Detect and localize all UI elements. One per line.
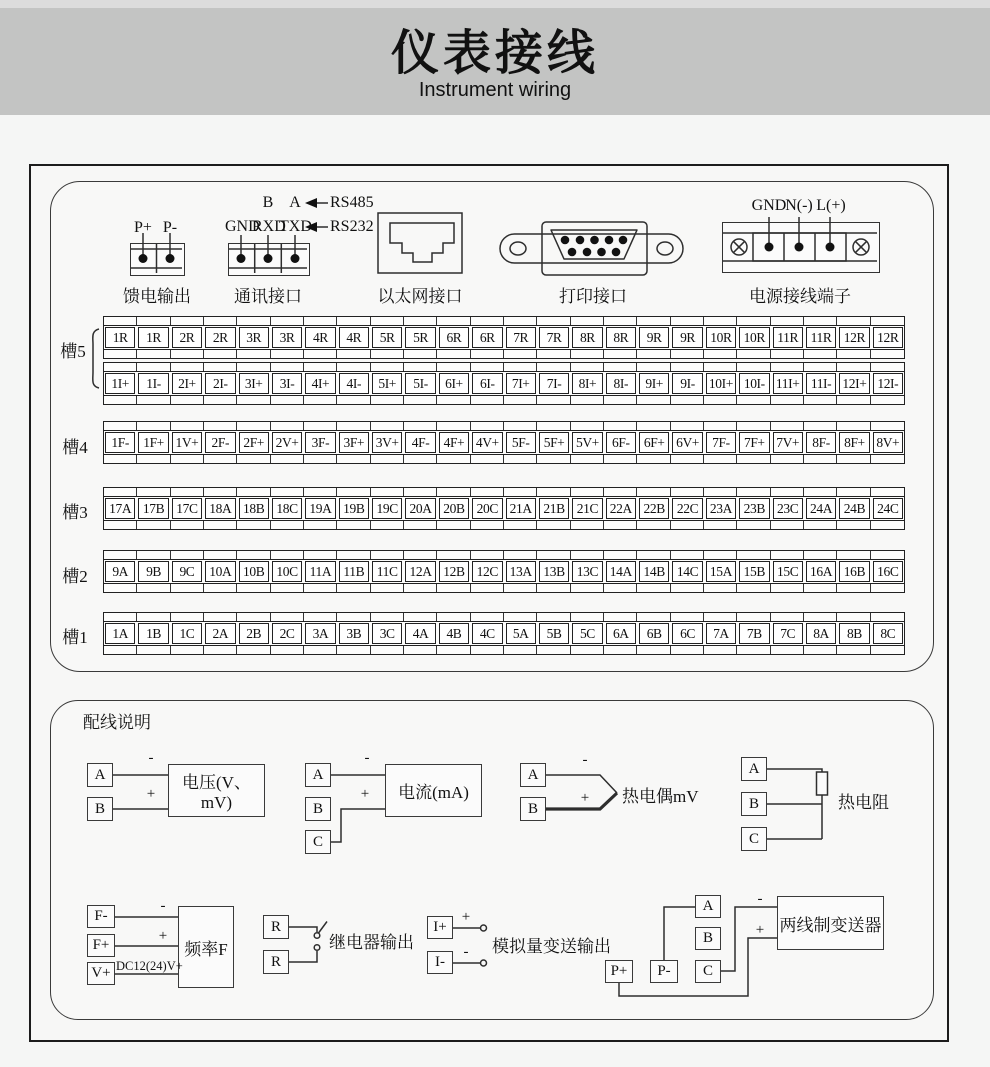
plus-sign: + — [755, 922, 765, 938]
terminal-cell: 22A — [606, 498, 636, 519]
terminal-cell: 7F- — [706, 432, 736, 453]
terminal-cell: 10R — [739, 327, 769, 348]
terminal-cell: 10R — [706, 327, 736, 348]
comm-caption: 通讯接口 — [234, 287, 302, 306]
terminal-cell: 11A — [305, 561, 335, 582]
terminal-cell: 2V+ — [272, 432, 302, 453]
terminal-cell: 13C — [572, 561, 602, 582]
terminal-cell: 8R — [572, 327, 602, 348]
terminal-cell: 4R — [305, 327, 335, 348]
terminal-cell: 1F- — [105, 432, 135, 453]
terminal-box: A — [520, 763, 546, 787]
terminal-cell: 6R — [472, 327, 502, 348]
terminal-box: A — [87, 763, 113, 787]
terminal-cell: 3C — [372, 623, 402, 644]
db9-connector-icon — [500, 222, 683, 275]
terminal-box: R — [263, 950, 289, 974]
feed-pin-label: P+ — [134, 219, 152, 236]
terminal-box: P- — [650, 960, 678, 983]
terminal-cell: 10C — [272, 561, 302, 582]
terminal-cell: 14B — [639, 561, 669, 582]
terminal-cell: 19C — [372, 498, 402, 519]
terminal-cell: 24B — [839, 498, 869, 519]
terminal-cell: 7R — [506, 327, 536, 348]
terminal-cell: 7I+ — [506, 373, 536, 394]
terminal-cell: 11B — [339, 561, 369, 582]
terminal-cell: 8I- — [606, 373, 636, 394]
current-box: 电流(mA) — [385, 764, 482, 817]
terminal-box: B — [520, 797, 546, 821]
minus-sign: - — [757, 891, 763, 907]
terminal-cell: 6F+ — [639, 432, 669, 453]
terminal-cell: 20B — [439, 498, 469, 519]
terminal-cell: 6B — [639, 623, 669, 644]
terminal-cell: 5V+ — [572, 432, 602, 453]
terminal-cell: 5F- — [506, 432, 536, 453]
terminal-cell: 2F- — [205, 432, 235, 453]
power-pin-label: L(+) — [816, 197, 846, 214]
terminal-cell: 14A — [606, 561, 636, 582]
terminal-cell: 12A — [405, 561, 435, 582]
terminal-cell: 15B — [739, 561, 769, 582]
terminal-cell: 3I- — [272, 373, 302, 394]
terminal-cell: 4F+ — [439, 432, 469, 453]
analog-output-label: 模拟量变送输出 — [492, 937, 611, 956]
terminal-cell: 9R — [672, 327, 702, 348]
terminal-cell: 15C — [773, 561, 803, 582]
terminal-cell: 6A — [606, 623, 636, 644]
feed-pin-label: P- — [162, 219, 178, 236]
terminal-cell: 12R — [839, 327, 869, 348]
minus-sign: - — [148, 750, 154, 766]
terminal-cell: 5I+ — [372, 373, 402, 394]
terminal-cell: 13B — [539, 561, 569, 582]
slot4-label: 槽4 — [62, 438, 88, 457]
terminal-cell: 3R — [239, 327, 269, 348]
terminal-cell: 1I+ — [105, 373, 135, 394]
terminal-cell: 9I- — [672, 373, 702, 394]
terminal-cell: 16A — [806, 561, 836, 582]
terminal-cell: 8I+ — [572, 373, 602, 394]
terminal-cell: 3V+ — [372, 432, 402, 453]
comm-pin-label: GND — [225, 218, 260, 235]
terminal-cell: 14C — [672, 561, 702, 582]
terminal-cell: 17B — [138, 498, 168, 519]
rtd-label: 热电阻 — [838, 793, 889, 812]
terminal-box: I+ — [427, 916, 453, 939]
terminal-cell: 10I+ — [706, 373, 736, 394]
terminal-cell: 3B — [339, 623, 369, 644]
terminal-box: A — [741, 757, 767, 781]
terminal-cell: 19B — [339, 498, 369, 519]
rs485-label: RS485 — [330, 194, 374, 211]
terminal-cell: 5A — [506, 623, 536, 644]
terminal-cell: 12I- — [873, 373, 903, 394]
terminal-cell: 8F- — [806, 432, 836, 453]
terminal-cell: 17C — [172, 498, 202, 519]
terminal-cell: 3A — [305, 623, 335, 644]
minus-sign: - — [160, 898, 166, 914]
slot1-label: 槽1 — [62, 628, 88, 647]
terminal-cell: 9A — [105, 561, 135, 582]
terminal-cell: 1R — [138, 327, 168, 348]
terminal-cell: 18A — [205, 498, 235, 519]
terminal-box: B — [695, 927, 721, 950]
terminal-cell: 4I- — [339, 373, 369, 394]
terminal-cell: 18C — [272, 498, 302, 519]
terminal-cell: 1V+ — [172, 432, 202, 453]
terminal-cell: 20C — [472, 498, 502, 519]
terminal-cell: 7F+ — [739, 432, 769, 453]
terminal-box: A — [305, 763, 331, 787]
terminal-cell: 9I+ — [639, 373, 669, 394]
terminal-cell: 22C — [672, 498, 702, 519]
terminal-cell: 8A — [806, 623, 836, 644]
terminal-cell: 9B — [138, 561, 168, 582]
terminal-cell: 24C — [873, 498, 903, 519]
resistor-icon — [817, 772, 828, 795]
terminal-cell: 2I+ — [172, 373, 202, 394]
dc-supply-label: DC12(24)V+ — [116, 959, 183, 973]
terminal-cell: 8V+ — [873, 432, 903, 453]
feed-caption: 馈电输出 — [123, 287, 191, 306]
terminal-cell: 23B — [739, 498, 769, 519]
terminal-cell: 10A — [205, 561, 235, 582]
minus-sign: - — [582, 752, 588, 768]
terminal-cell: 7R — [539, 327, 569, 348]
terminal-cell: 23C — [773, 498, 803, 519]
terminal-box: C — [741, 827, 767, 851]
terminal-cell: 8B — [839, 623, 869, 644]
terminal-cell: 18B — [239, 498, 269, 519]
terminal-cell: 16B — [839, 561, 869, 582]
transmitter-box: 两线制变送器 — [777, 896, 884, 950]
terminal-cell: 10B — [239, 561, 269, 582]
terminal-cell: 3F+ — [339, 432, 369, 453]
terminal-cell: 2I- — [205, 373, 235, 394]
terminal-cell: 1F+ — [138, 432, 168, 453]
power-caption: 电源接线端子 — [749, 287, 851, 306]
slot3-label: 槽3 — [62, 503, 88, 522]
plus-sign: + — [461, 909, 471, 925]
terminal-cell: 23A — [706, 498, 736, 519]
terminal-cell: 7B — [739, 623, 769, 644]
terminal-cell: 11R — [806, 327, 836, 348]
terminal-cell: 4V+ — [472, 432, 502, 453]
relay-label: 继电器输出 — [329, 933, 414, 952]
terminal-cell: 4C — [472, 623, 502, 644]
terminal-cell: 21A — [506, 498, 536, 519]
terminal-cell: 5C — [572, 623, 602, 644]
terminal-cell: 6C — [672, 623, 702, 644]
terminal-cell: 21B — [539, 498, 569, 519]
terminal-box: C — [305, 830, 331, 854]
terminal-cell: 11C — [372, 561, 402, 582]
switch-icon — [314, 922, 327, 951]
minus-sign: - — [463, 944, 469, 960]
page-subtitle: Instrument wiring — [418, 78, 572, 101]
terminal-box: R — [263, 915, 289, 939]
terminal-cell: 3F- — [305, 432, 335, 453]
terminal-cell: 7I- — [539, 373, 569, 394]
terminal-cell: 2C — [272, 623, 302, 644]
terminal-cell: 2R — [172, 327, 202, 348]
minus-sign: - — [364, 750, 370, 766]
thermocouple-label: 热电偶mV — [622, 787, 699, 806]
comm-pin-label: TXD — [279, 218, 312, 235]
terminal-cell: 8C — [873, 623, 903, 644]
terminal-cell: 7V+ — [773, 432, 803, 453]
terminal-cell: 9C — [172, 561, 202, 582]
terminal-cell: 6I- — [472, 373, 502, 394]
terminal-cell: 15A — [706, 561, 736, 582]
terminal-box: A — [695, 895, 721, 918]
terminal-cell: 12R — [873, 327, 903, 348]
terminal-cell: 5I- — [405, 373, 435, 394]
comm-rs485-pin-label: A — [289, 194, 301, 211]
terminal-box: B — [305, 797, 331, 821]
plus-sign: + — [360, 786, 370, 802]
slot5-bracket — [93, 329, 99, 388]
terminal-cell: 6R — [439, 327, 469, 348]
terminal-box: F- — [87, 905, 115, 928]
terminal-cell: 12I+ — [839, 373, 869, 394]
page-title: 仪表接线 — [390, 26, 599, 80]
power-pin-label: GND — [751, 197, 787, 214]
terminal-cell: 6I+ — [439, 373, 469, 394]
terminal-cell: 4I+ — [305, 373, 335, 394]
slot2-label: 槽2 — [62, 567, 88, 586]
terminal-cell: 12C — [472, 561, 502, 582]
slot5-label: 槽5 — [60, 342, 86, 361]
plus-sign: + — [580, 790, 590, 806]
terminal-cell: 2F+ — [239, 432, 269, 453]
terminal-box: I- — [427, 951, 453, 974]
terminal-cell: 5F+ — [539, 432, 569, 453]
terminal-cell: 4F- — [405, 432, 435, 453]
ethernet-caption: 以太网接口 — [377, 287, 463, 306]
wiring-notes-title: 配线说明 — [83, 713, 151, 732]
terminal-cell: 16C — [873, 561, 903, 582]
terminal-cell: 4A — [405, 623, 435, 644]
terminal-box: P+ — [605, 960, 633, 983]
terminal-cell: 8F+ — [839, 432, 869, 453]
terminal-cell: 22B — [639, 498, 669, 519]
rs232-label: RS232 — [330, 218, 374, 235]
terminal-cell: 10I- — [739, 373, 769, 394]
terminal-cell: 7A — [706, 623, 736, 644]
terminal-cell: 5B — [539, 623, 569, 644]
terminal-cell: 24A — [806, 498, 836, 519]
terminal-cell: 2A — [205, 623, 235, 644]
comm-pin-label: RXD — [252, 218, 286, 235]
terminal-cell: 4B — [439, 623, 469, 644]
terminal-cell: 19A — [305, 498, 335, 519]
terminal-cell: 20A — [405, 498, 435, 519]
power-pin-label: N(-) — [785, 197, 813, 214]
voltage-box: 电压(V、mV) — [168, 764, 265, 817]
terminal-cell: 7C — [773, 623, 803, 644]
terminal-cell: 2R — [205, 327, 235, 348]
frequency-box: 频率F — [178, 906, 234, 988]
terminal-cell: 6V+ — [672, 432, 702, 453]
plus-sign: + — [146, 786, 156, 802]
terminal-cell: 1B — [138, 623, 168, 644]
terminal-cell: 5R — [405, 327, 435, 348]
terminal-cell: 11R — [773, 327, 803, 348]
terminal-cell: 21C — [572, 498, 602, 519]
terminal-cell: 13A — [506, 561, 536, 582]
terminal-box: B — [87, 797, 113, 821]
terminal-cell: 9R — [639, 327, 669, 348]
terminal-cell: 17A — [105, 498, 135, 519]
terminal-cell: 5R — [372, 327, 402, 348]
terminal-cell: 4R — [339, 327, 369, 348]
terminal-cell: 11I+ — [773, 373, 803, 394]
terminal-box: V+ — [87, 962, 115, 985]
terminal-cell: 12B — [439, 561, 469, 582]
terminal-box: B — [741, 792, 767, 816]
terminal-cell: 3R — [272, 327, 302, 348]
plus-sign: + — [158, 928, 168, 944]
terminal-box: F+ — [87, 934, 115, 957]
terminal-cell: 1C — [172, 623, 202, 644]
printer-caption: 打印接口 — [559, 287, 627, 306]
terminal-cell: 6F- — [606, 432, 636, 453]
terminal-cell: 1I- — [138, 373, 168, 394]
terminal-cell: 11I- — [806, 373, 836, 394]
comm-rs485-pin-label: B — [262, 194, 274, 211]
terminal-cell: 2B — [239, 623, 269, 644]
terminal-cell: 1R — [105, 327, 135, 348]
terminal-cell: 8R — [606, 327, 636, 348]
terminal-cell: 3I+ — [239, 373, 269, 394]
terminal-cell: 1A — [105, 623, 135, 644]
terminal-box: C — [695, 960, 721, 983]
